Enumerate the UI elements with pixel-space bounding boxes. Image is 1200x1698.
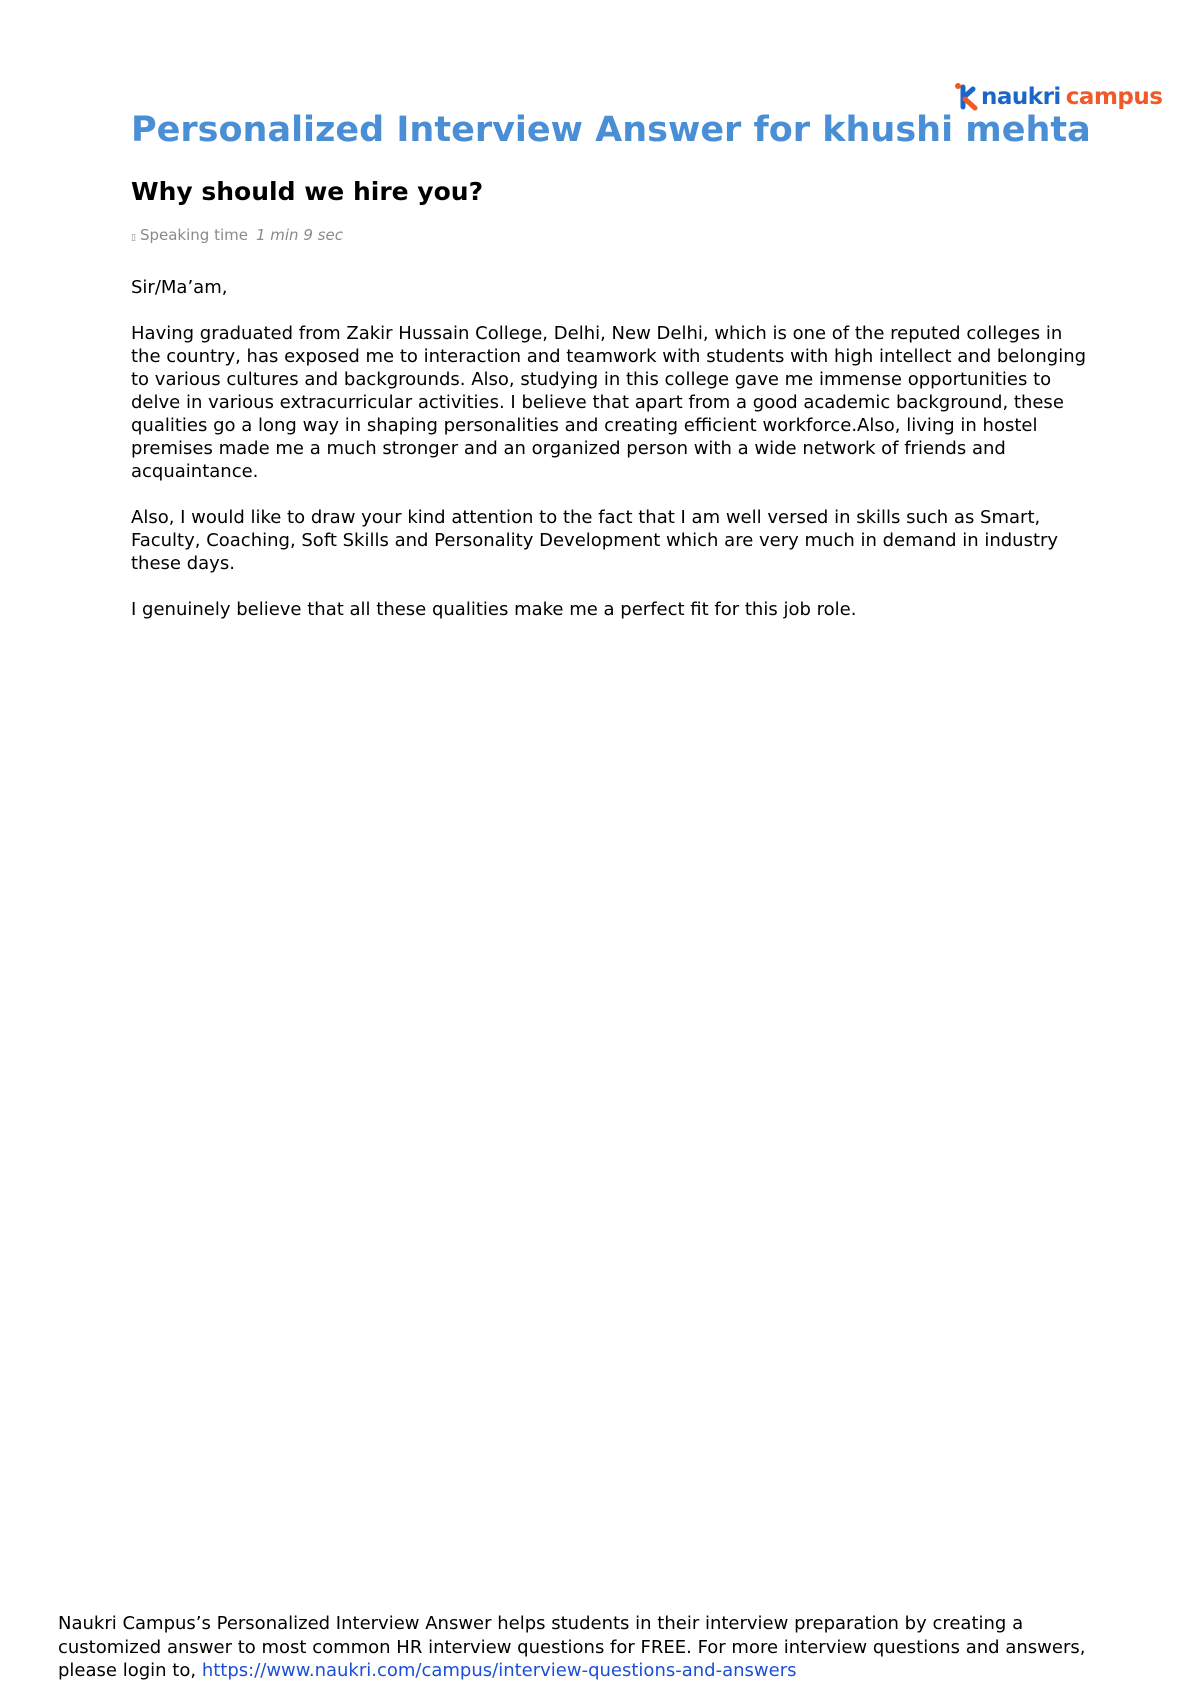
answer-paragraph: Having graduated from Zakir Hussain College, Delhi, New Delhi, which is one of the reputed colleges in the country, has exposed me to interaction and teamwork with students with high intellect and belonging to various cultures and backgrounds. Also, studying in this college gave me immense opportunities to delve in various extracurricular activities. I believe that apart from a good academic background, these qualities go a long way in shaping personalities and creating efficient workforce.Also, living in hostel premises made me a much stronger and an organized person with a wide network of friends and acquaintance.: [131, 323, 1087, 482]
logo-word-naukri: naukri: [981, 84, 1061, 110]
answer-paragraph: I genuinely believe that all these qualities make me a perfect fit for this job role.: [131, 599, 857, 620]
answer-body: [131, 276, 1091, 644]
naukri-k-logo-icon: [954, 82, 980, 112]
interview-questions-link[interactable]: https://www.naukri.com/campus/interview-questions-and-answers: [201, 1660, 797, 1681]
speaking-time-label: Speaking time: [139, 226, 248, 244]
speaking-time-row: [131, 226, 343, 244]
question-heading: Why should we hire you?: [131, 177, 484, 206]
footer-text: Naukri Campus’s Personalized Interview Answer helps students in their interview preparation by creating a customized answer to most common HR interview questions for FREE. For more interview questions and answers, please login to,: [58, 1613, 1086, 1681]
speaking-time-value: 1 min 9 sec: [255, 226, 343, 244]
page-title: Personalized Interview Answer for khushi mehta: [131, 110, 1091, 150]
footer-note: [58, 1612, 1118, 1683]
clock-icon: ▯: [131, 233, 136, 243]
answer-greeting: Sir/Ma’am,: [131, 277, 228, 298]
naukri-campus-logo: [954, 80, 1162, 114]
answer-paragraph: Also, I would like to draw your kind attention to the fact that I am well versed in skills such as Smart, Faculty, Coaching, Soft Skills and Personality Development which are very much in demand in industry these days.: [131, 507, 1059, 574]
logo-word-campus: campus: [1065, 84, 1163, 110]
